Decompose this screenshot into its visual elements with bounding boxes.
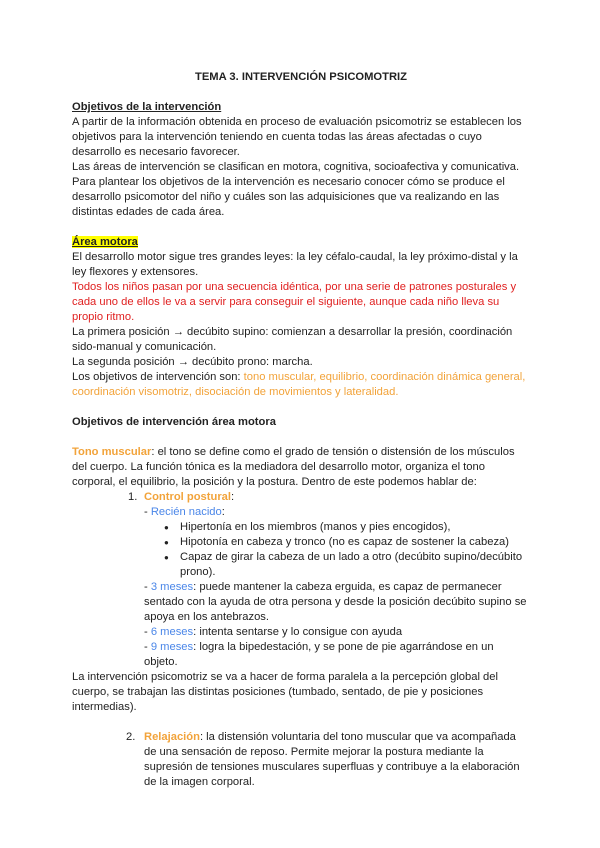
bullet-item: ● Capaz de girar la cabeza de un lado a otro (decúbito supino/decúbito prono). [180,550,530,580]
recien-nacido-line [72,505,530,520]
objetivos-highlight: tono muscular, equilibrio, coordinación dinámica general, coordinación visomotriz, disociación de movimientos y lateralidad. [72,371,526,398]
text-span: : la distensión voluntaria del tono muscular que va acompañada de una sensación de reposo. Permite mejorar la postura mediante la supresión de tensiones musculares superfluas y contribuye a la elaboración de la imagen corporal. [144,731,520,788]
recien-nacido-label: Recién nacido [150,506,222,518]
document-page [72,70,530,790]
paragraph: Para plantear los objetivos de la intervención es necesario conocer cómo se produce el desarrollo psicomotor del niño y cuáles son las adquisiciones que va realizando en las distintas edades de cada área. [72,176,505,218]
tono-label: Tono muscular [72,446,152,458]
text-span: : intenta sentarse y lo consigue con ayuda [193,626,403,638]
text-span: : el tono se define como el grado de tensión o distensión de los músculos del cuerpo. La función tónica es la mediadora del desarrollo motor, organiza el tono corporal, el equilibrio, la posición y la postura. Dentro de este podemos hablar de: [72,446,515,488]
bullet-item: ● Hipertonía en los miembros (manos y pies encogidos), [180,520,530,535]
document-title: TEMA 3. INTERVENCIÓN PSICOMOTRIZ [195,71,407,83]
list-item-control-postural [72,490,530,505]
meses-3-label: 3 meses [150,581,194,593]
section-heading-objetivos-motora: Objetivos de intervención área motora [72,416,276,428]
paragraph: Las áreas de intervención se clasifican en motora, cognitiva, socioafectiva y comunicativa. [72,161,520,173]
paragraph: La intervención psicomotriz se va a hacer de forma paralela a la percepción global del cuerpo, se trabajan las distintas posiciones (tumbado, sentado, de pie y posiciones intermedias). [72,671,498,713]
paragraph-tono [72,445,530,490]
text-span: : [221,506,225,518]
text-span: : [231,491,235,503]
meses-9-label: 9 meses [150,641,194,653]
control-postural-label: Control postural [144,491,232,503]
paragraph: La segunda posición → decúbito prono: marcha. [72,356,313,368]
text-span: Los objetivos de intervención son: [72,371,244,383]
section-heading-objetivos: Objetivos de la intervención [72,101,222,113]
dash: - [144,626,151,638]
paragraph: La primera posición → decúbito supino: comienzan a desarrollar la presión, coordinación sido-manual y comunicación. [72,326,513,353]
paragraph-objetivos-list [72,370,530,400]
text-span: : logra la bipedestación, y se pone de pie agarrándose en un objeto. [144,641,494,668]
meses-9-line [72,640,530,670]
relajacion-label: Relajación [144,731,200,743]
bullet-item: ● Hipotonía en cabeza y tronco (no es capaz de sostener la cabeza) [180,535,530,550]
meses-6-label: 6 meses [150,626,194,638]
list-number: 1. [128,491,138,503]
bullet-list [72,520,530,580]
dash: - [144,581,151,593]
section-heading-area-motora: Área motora [72,236,138,248]
paragraph: El desarrollo motor sigue tres grandes leyes: la ley céfalo-caudal, la ley próximo-distal y la ley flexores y extensores. [72,251,518,278]
dash: - [144,641,151,653]
meses-3-line [72,580,530,625]
list-item-relajacion [72,730,530,790]
text-span: : puede mantener la cabeza erguida, es capaz de permanecer sentado con la ayuda de otra persona y desde la posición decúbito supino se apoya en los antebrazos. [144,581,527,623]
meses-6-line [72,625,530,640]
highlighted-paragraph: Todos los niños pasan por una secuencia idéntica, por una serie de patrones posturales y cada uno de ellos le va a servir para conseguir el siguiente, aunque cada niño lleva su propio ritmo. [72,281,517,323]
dash: - [144,506,151,518]
list-number: 2. [126,731,136,743]
paragraph: A partir de la información obtenida en proceso de evaluación psicomotriz se establecen los objetivos para la intervención teniendo en cuenta todas las áreas afectadas o cuyo desarrollo es necesario favorecer. [72,116,522,158]
